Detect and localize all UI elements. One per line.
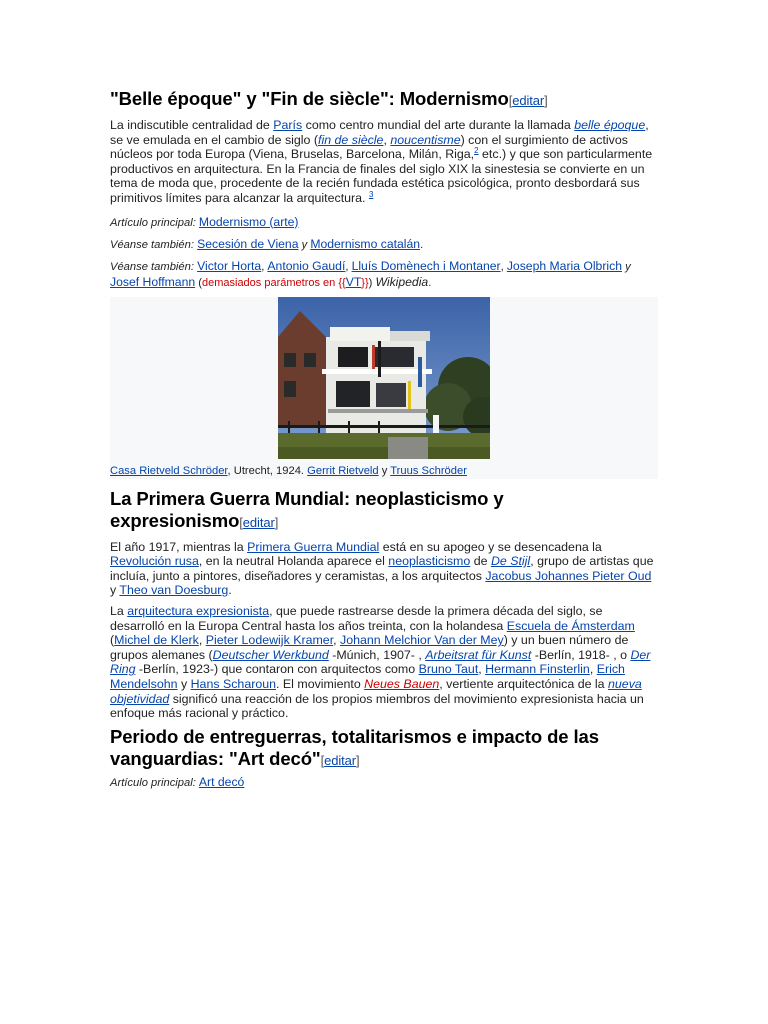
text: .: [420, 238, 424, 251]
link-mendelsohn[interactable]: Erich Mendelsohn: [110, 662, 625, 691]
text: y: [298, 238, 311, 251]
text: , vertiente arquitectónica de la: [439, 676, 609, 691]
text: .: [228, 583, 232, 598]
heading-text: Periodo de entreguerras, totalitarismos e impacto de las vanguardias: "Art decó": [110, 725, 599, 769]
text: , en la neutral Holanda aparece el: [198, 554, 389, 569]
house-photo-illustration: [278, 297, 490, 459]
link-antonio-gaudi[interactable]: Antonio Gaudí: [267, 258, 346, 273]
text: y: [177, 676, 191, 691]
link-scharoun[interactable]: Hans Scharoun: [190, 676, 277, 691]
link-deutscher-werkbund[interactable]: Deutscher Werkbund: [212, 647, 329, 662]
text: y: [110, 583, 120, 598]
text: El año 1917, mientras la: [110, 539, 248, 554]
text: , Utrecht, 1924.: [227, 464, 308, 477]
text: , grupo de artistas que incluía, junto a pintores, diseñadores y ceramistas, a los arquitectos: [110, 554, 654, 583]
link-finsterlin[interactable]: Hermann Finsterlin: [485, 662, 590, 677]
wikipedia-text: Wikipedia: [375, 275, 429, 290]
link-jjp-oud[interactable]: Jacobus Johannes Pieter Oud: [485, 568, 652, 583]
link-paris[interactable]: París: [273, 118, 303, 132]
note-label: Artículo principal:: [110, 776, 196, 789]
note-label: Véanse también:: [110, 238, 194, 251]
text: está en su apogeo y se desencadena la: [379, 539, 602, 554]
link-michel-de-klerk[interactable]: Michel de Klerk: [114, 633, 199, 648]
text: -Berlín, 1918- , o: [531, 647, 631, 662]
text: ) y un buen número de grupos alemanes (: [110, 633, 629, 662]
link-casa-rietveld[interactable]: Casa Rietveld Schröder: [110, 464, 228, 477]
edit-bracket-open: [: [239, 514, 243, 530]
link-bruno-taut[interactable]: Bruno Taut: [418, 662, 479, 677]
text: La indiscutible centralidad de: [110, 118, 274, 132]
reference-2[interactable]: 2: [474, 146, 479, 156]
text: ,: [198, 633, 206, 648]
text: ) con el surgimiento de activos núcleos por toda Europa (Viena, Bruselas, Barcelona, Milán, Riga,: [110, 132, 628, 162]
link-arbeitsrat[interactable]: Arbeitsrat für Kunst: [425, 647, 532, 662]
edit-bracket-open: [: [508, 93, 513, 108]
link-theo-van-doesburg[interactable]: Theo van Doesburg: [119, 583, 229, 598]
text: ,: [261, 260, 268, 273]
paragraph-modernismo: [110, 118, 658, 206]
text: (: [195, 277, 202, 290]
figure-caption: [110, 464, 467, 478]
template-error: demasiados parámetros en {{: [201, 277, 346, 290]
text: , se ve emulada en el cambio de siglo (: [110, 118, 649, 147]
link-art-deco[interactable]: Art decó: [198, 774, 245, 789]
see-also-note-2: [110, 259, 658, 292]
link-van-der-mey[interactable]: Johann Melchior Van der Mey: [340, 633, 504, 648]
heading-text: "Belle époque" y "Fin de siècle": Modernismo: [110, 88, 509, 109]
text: (: [110, 633, 115, 648]
text: ): [368, 277, 376, 290]
link-fin-de-siecle[interactable]: fin de siècle: [318, 132, 384, 147]
figure-thumbnail: [110, 297, 658, 479]
text: y: [378, 464, 391, 477]
heading-text: La Primera Guerra Mundial: neoplasticismo y expresionismo: [110, 487, 504, 531]
link-secesion-viena[interactable]: Secesión de Viena: [197, 236, 299, 251]
section-heading-modernismo: [110, 88, 658, 112]
text: La: [110, 603, 128, 618]
text: ,: [345, 260, 352, 273]
article-content: [110, 88, 658, 790]
link-noucentisme[interactable]: noucentisme: [390, 132, 461, 147]
text: ,: [589, 662, 597, 677]
link-modernismo-catalan[interactable]: Modernismo catalán: [310, 236, 421, 251]
edit-section-link: [239, 515, 278, 530]
edit-bracket-close: ]: [544, 93, 548, 108]
reference-3[interactable]: 3: [368, 189, 374, 199]
link-revolucion-rusa[interactable]: Revolución rusa: [110, 554, 199, 569]
text: etc.) y que son particularmente productivos en arquitectura. En la Francia de finales del siglo XIX la sinestesia se convierte en un tema de moda que, procedente de la recién fundada estética psicológica, pronto desbordará sus primitivos límites para alcanzar la arquitectura.: [110, 147, 653, 205]
main-article-note-art-deco: [110, 775, 658, 790]
link-vt-template[interactable]: VT: [345, 275, 362, 290]
edit-link[interactable]: editar: [512, 93, 545, 108]
link-neues-bauen[interactable]: Neues Bauen: [364, 676, 440, 691]
edit-bracket-close: ]: [274, 514, 279, 530]
link-domenech[interactable]: Lluís Domènech i Montaner: [351, 258, 501, 273]
text: ,: [383, 132, 391, 147]
text: ,: [478, 662, 486, 677]
text: significó una reacción de los propios miembros del movimiento expresionista hacia un enfoque más racional y práctico.: [110, 691, 644, 721]
link-nueva-objetividad[interactable]: nueva objetividad: [110, 676, 642, 706]
link-gerrit-rietveld[interactable]: Gerrit Rietveld: [307, 464, 379, 477]
text: de: [470, 554, 491, 569]
link-truus-schroder[interactable]: Truus Schröder: [390, 464, 467, 477]
link-der-ring[interactable]: Der Ring: [110, 647, 651, 677]
link-de-stijl[interactable]: De Stijl: [490, 554, 531, 569]
link-victor-horta[interactable]: Victor Horta: [197, 258, 262, 273]
edit-bracket-open: [: [320, 752, 325, 768]
edit-section-link: [509, 93, 548, 108]
see-also-note-1: [110, 237, 658, 252]
text: ,: [333, 633, 341, 648]
section-heading-primera-guerra: [110, 488, 658, 534]
link-neoplasticismo[interactable]: neoplasticismo: [388, 554, 471, 569]
link-primera-guerra-mundial[interactable]: Primera Guerra Mundial: [247, 539, 380, 554]
note-label: Véanse también:: [110, 260, 194, 273]
edit-link[interactable]: editar: [324, 752, 357, 768]
link-modernismo-arte[interactable]: Modernismo (arte): [198, 214, 299, 229]
link-escuela-amsterdam[interactable]: Escuela de Ámsterdam: [506, 618, 635, 633]
link-arquitectura-expresionista[interactable]: arquitectura expresionista: [127, 603, 270, 618]
edit-link[interactable]: editar: [242, 514, 275, 530]
link-belle-epoque[interactable]: belle époque: [574, 118, 646, 132]
note-label: Artículo principal:: [110, 216, 196, 229]
text: . El movimiento: [276, 676, 365, 691]
text: y: [621, 260, 631, 273]
paragraph-expresionismo: [110, 604, 658, 721]
link-hoffmann[interactable]: Josef Hoffmann: [110, 275, 196, 290]
template-error: }}: [361, 277, 369, 290]
link-olbrich[interactable]: Joseph Maria Olbrich: [506, 258, 622, 273]
section-heading-entreguerras: [110, 726, 658, 772]
photo-rietveld-schroder-house[interactable]: [278, 297, 490, 459]
main-article-note: [110, 215, 658, 230]
link-kramer[interactable]: Pieter Lodewijk Kramer: [205, 633, 334, 648]
text: -Múnich, 1907- ,: [328, 647, 426, 662]
text: -Berlín, 1923-) que contaron con arquitectos como: [135, 662, 419, 677]
text: .: [428, 277, 432, 290]
edit-bracket-close: ]: [356, 752, 360, 768]
edit-section-link: [321, 753, 360, 768]
paragraph-neoplasticismo: [110, 540, 658, 598]
text: ,: [500, 260, 507, 273]
text: , que puede rastrearse desde la primera década del siglo, se desarrolló en la Europa Central hasta los años treinta, con la holandesa: [110, 603, 603, 633]
text: como centro mundial del arte durante la llamada: [302, 118, 575, 132]
